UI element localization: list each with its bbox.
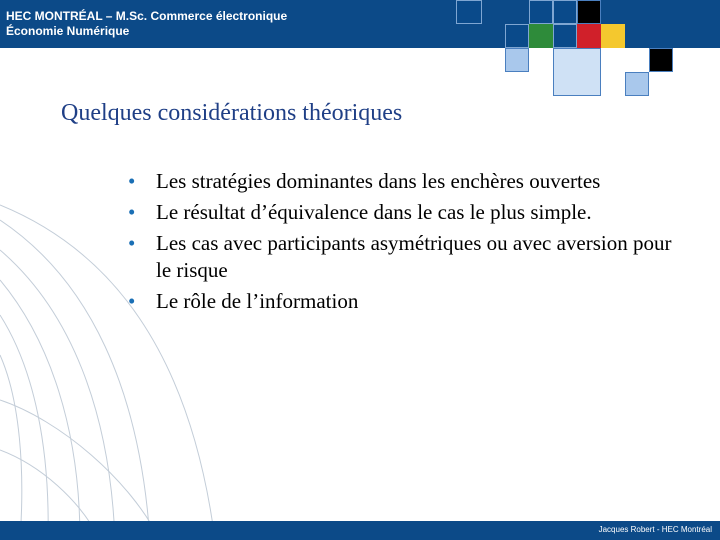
header-course-subtitle: Économie Numérique [6, 24, 130, 38]
deco-square [456, 0, 482, 24]
list-item [126, 230, 686, 284]
decorative-globe-lines [0, 100, 240, 540]
deco-square [625, 72, 649, 96]
deco-square [577, 24, 601, 48]
bullet-text: Le rôle de l’information [156, 289, 359, 313]
bullet-icon: • [128, 169, 136, 193]
deco-square [553, 24, 577, 48]
bullet-icon: • [128, 200, 136, 224]
footer-credit: Jacques Robert - HEC Montréal [598, 525, 712, 534]
slide-title: Quelques considérations théoriques [61, 100, 403, 126]
deco-square [505, 48, 529, 72]
list-item [126, 199, 686, 226]
bullet-icon: • [128, 231, 136, 255]
deco-square [529, 24, 553, 48]
list-item [126, 288, 686, 315]
list-item [126, 168, 686, 195]
deco-square [649, 48, 673, 72]
deco-square [553, 0, 577, 24]
header-course-title: HEC MONTRÉAL – M.Sc. Commerce électronique [6, 9, 288, 23]
deco-square [529, 0, 553, 24]
header-text [6, 9, 287, 39]
deco-square [553, 48, 601, 96]
deco-square [577, 0, 601, 24]
bullet-icon: • [128, 289, 136, 313]
footer-bar [0, 521, 720, 540]
deco-square [505, 24, 529, 48]
bullet-text: Les cas avec participants asymétriques ou avec aversion pour le risque [156, 231, 672, 282]
bullet-list [126, 168, 686, 319]
bullet-text: Les stratégies dominantes dans les enchères ouvertes [156, 169, 601, 193]
bullet-text: Le résultat d’équivalence dans le cas le plus simple. [156, 200, 592, 224]
deco-square [601, 24, 625, 48]
